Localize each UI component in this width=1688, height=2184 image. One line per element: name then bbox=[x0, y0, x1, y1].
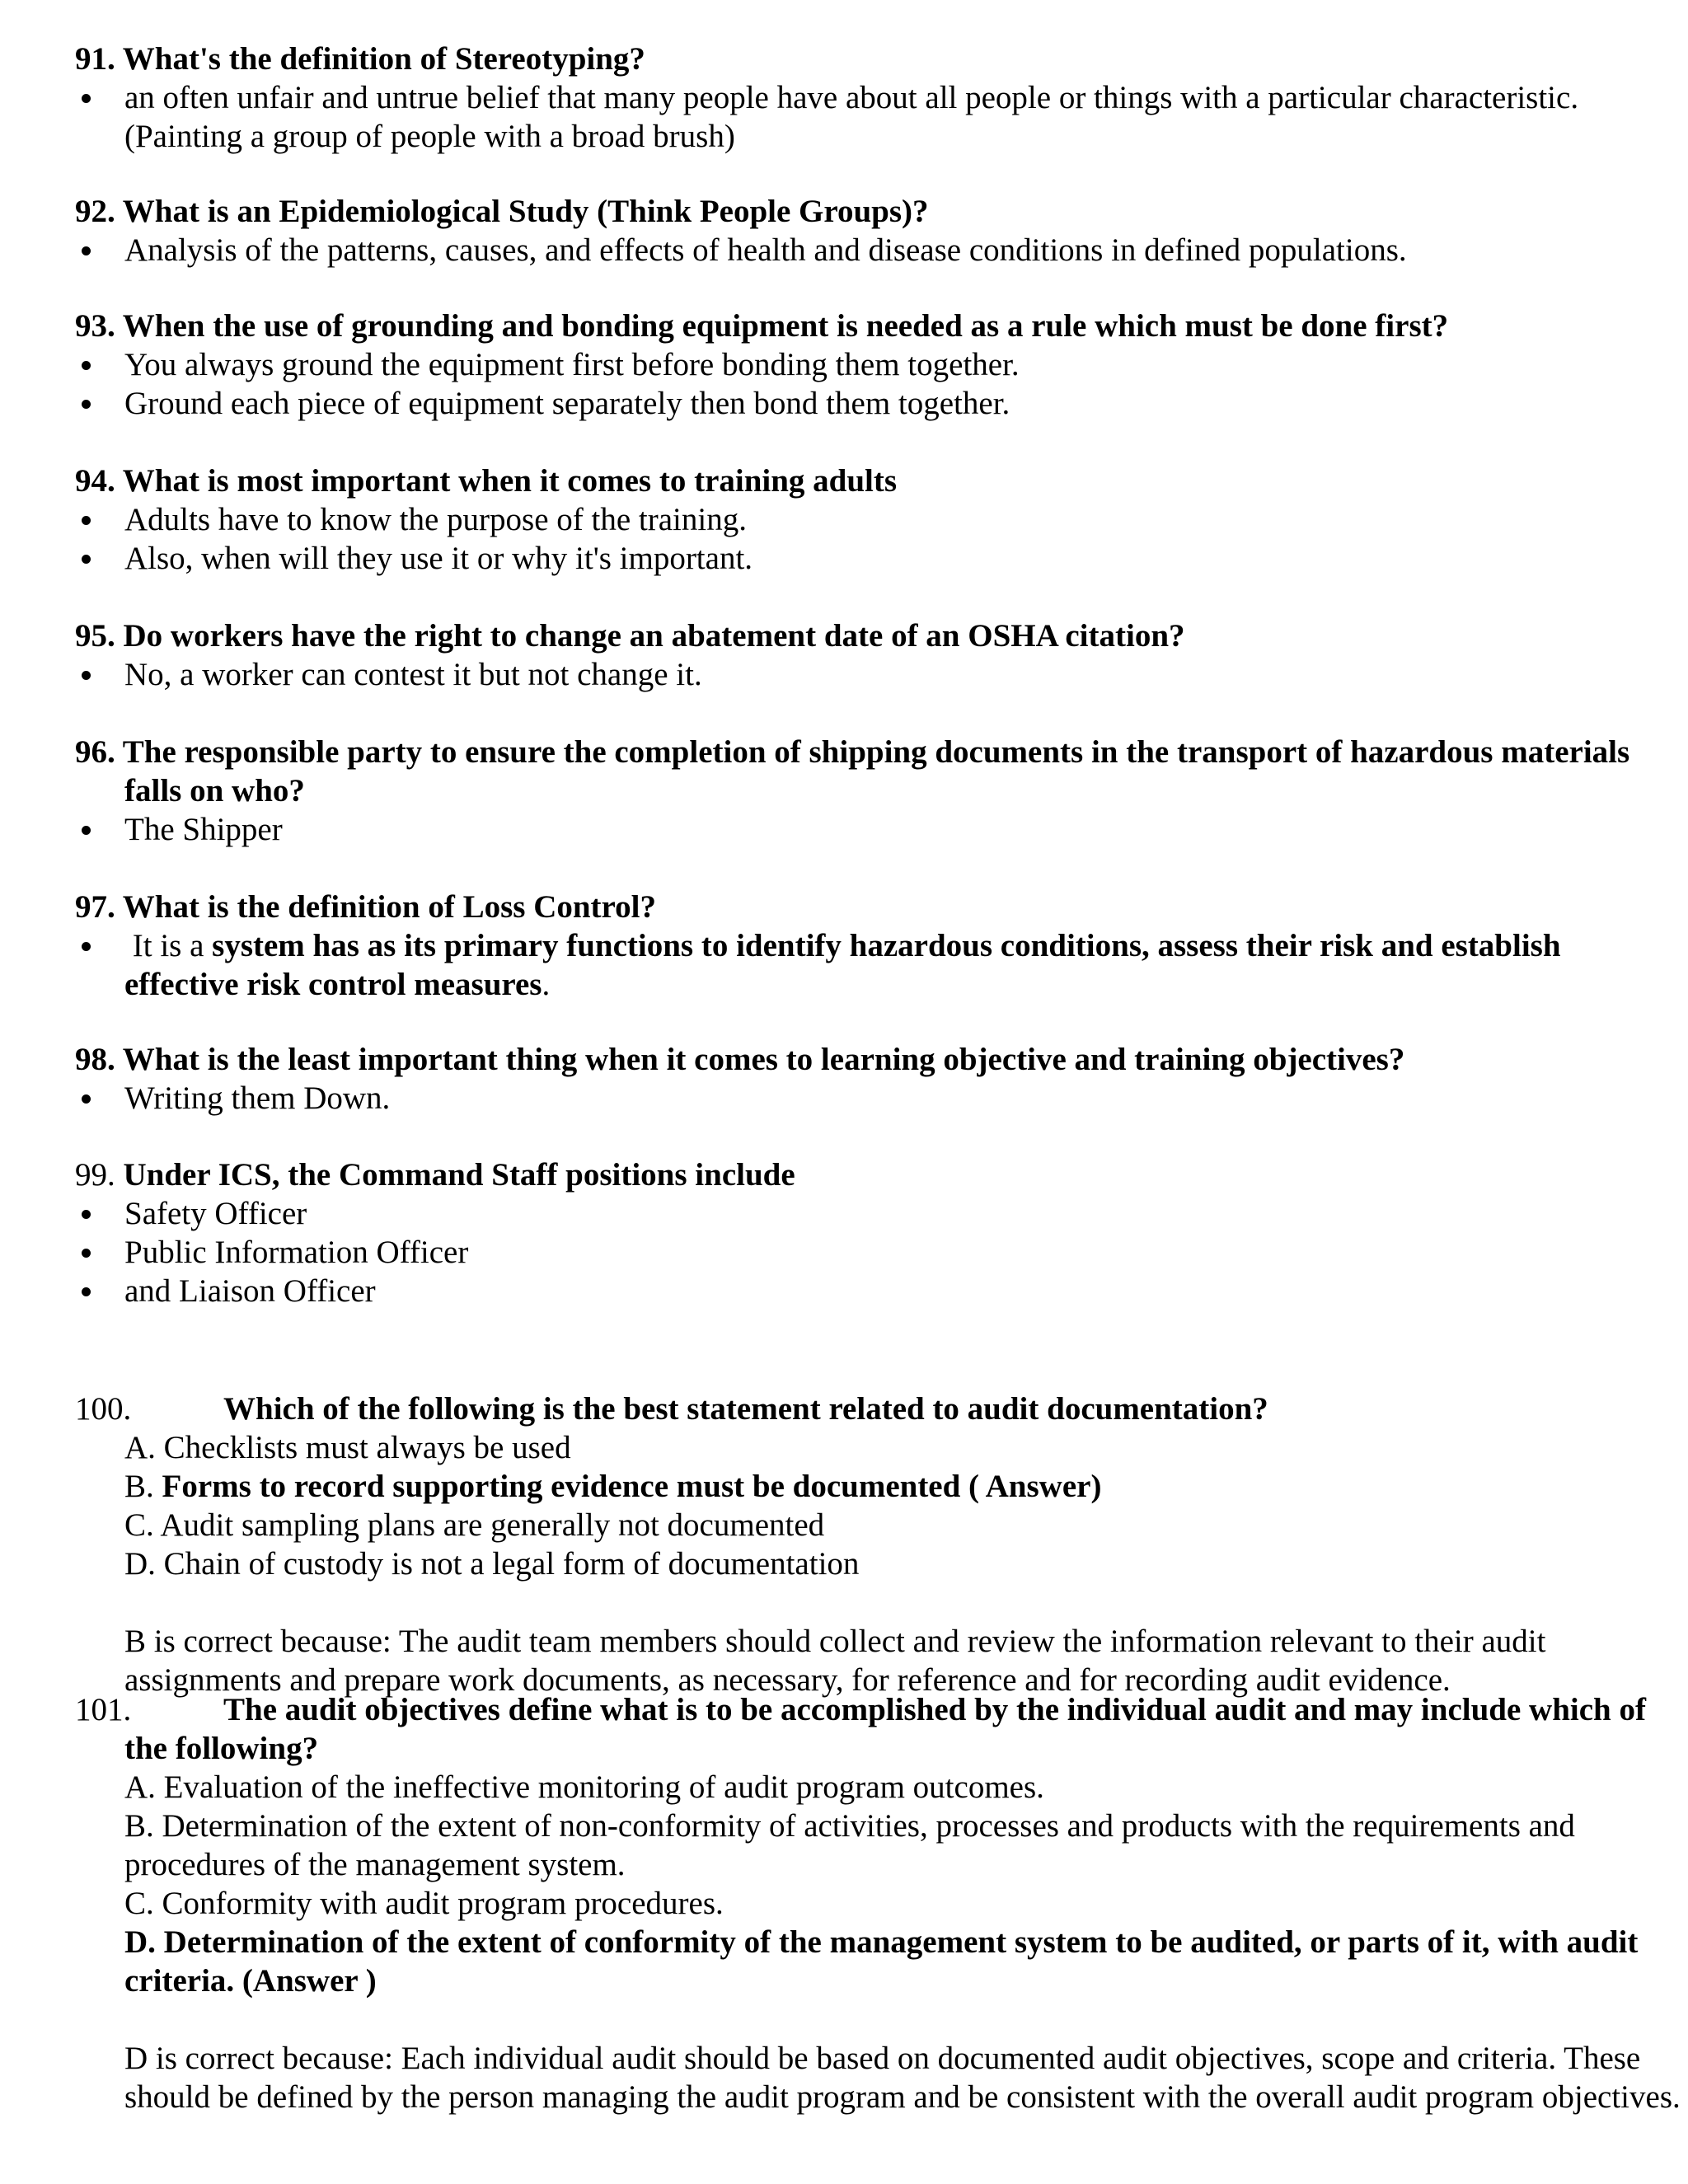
question-number: 98. bbox=[75, 1042, 115, 1077]
question-93-title bbox=[75, 307, 1666, 345]
answer-item: The Shipper bbox=[75, 810, 1666, 849]
option-b-text: Forms to record supporting evidence must be documented ( Answer) bbox=[162, 1469, 1102, 1504]
question-number: 101. bbox=[75, 1692, 132, 1727]
answer-item: You always ground the equipment first before bonding them together. bbox=[75, 345, 1666, 384]
option-d: D. Determination of the extent of conformity of the management system to be audited, or parts of it, with audit criteria. (Answer ) bbox=[124, 1924, 1639, 1999]
question-text: The audit objectives define what is to be accomplished by the individual audit and may include which of the following? bbox=[124, 1692, 1646, 1766]
answer-list bbox=[75, 500, 1666, 578]
question-text: What is the least important thing when it comes to learning objective and training objectives? bbox=[122, 1042, 1405, 1077]
answer-item: and Liaison Officer bbox=[75, 1272, 1666, 1310]
question-number: 94. bbox=[75, 463, 115, 499]
question-92 bbox=[75, 192, 1666, 269]
question-text: What is the definition of Loss Control? bbox=[122, 889, 656, 925]
question-number: 92. bbox=[75, 194, 115, 229]
question-text: What's the definition of Stereotyping? bbox=[122, 41, 645, 77]
question-100-title bbox=[75, 1390, 1666, 1428]
question-96 bbox=[75, 733, 1666, 849]
option-c: C. Audit sampling plans are generally not documented bbox=[124, 1507, 825, 1543]
answer-item: Adults have to know the purpose of the training. bbox=[75, 500, 1666, 539]
explanation: B is correct because: The audit team members should collect and review the information relevant to their audit assignments and prepare work documents, as necessary, for reference and for recording audit evidence. bbox=[124, 1624, 1546, 1698]
spacer bbox=[124, 2000, 1682, 2039]
question-91-title bbox=[75, 40, 1666, 78]
question-100 bbox=[75, 1390, 1666, 1699]
option-b bbox=[124, 1467, 1666, 1506]
answer-list bbox=[75, 78, 1666, 156]
option-b: B. Determination of the extent of non-conformity of activities, processes and products with the requirements and procedures of the management system. bbox=[124, 1808, 1575, 1882]
answer-list bbox=[75, 345, 1666, 423]
explanation: D is correct because: Each individual audit should be based on documented audit objectives, scope and criteria. These should be defined by the person managing the audit program and be consistent with the overall audit program objectives. bbox=[124, 2041, 1681, 2115]
answer-item: Writing them Down. bbox=[75, 1079, 1666, 1118]
answer-item: Public Information Officer bbox=[75, 1233, 1666, 1272]
option-b-prefix: B. bbox=[124, 1469, 162, 1504]
question-94 bbox=[75, 462, 1666, 578]
answer-item: Also, when will they use it or why it's important. bbox=[75, 539, 1666, 578]
answer-list bbox=[75, 810, 1666, 849]
answer-list bbox=[75, 926, 1666, 1004]
answer-bold-text: system has as its primary functions to identify hazardous conditions, assess their risk and establish effective risk control measures bbox=[124, 928, 1561, 1002]
option-c: C. Conformity with audit program procedures. bbox=[124, 1886, 724, 1921]
question-text: What is most important when it comes to training adults bbox=[122, 463, 898, 499]
question-number: 93. bbox=[75, 308, 115, 344]
question-number: 100. bbox=[75, 1391, 132, 1427]
question-text: When the use of grounding and bonding equipment is needed as a rule which must be done first? bbox=[122, 308, 1449, 344]
answer-prefix: It is a bbox=[124, 928, 213, 963]
answer-item: Safety Officer bbox=[75, 1194, 1666, 1233]
answer-item: Ground each piece of equipment separately then bond them together. bbox=[75, 384, 1666, 423]
answer-item: No, a worker can contest it but not change it. bbox=[75, 655, 1666, 694]
question-99 bbox=[75, 1155, 1666, 1310]
question-98 bbox=[75, 1040, 1666, 1118]
question-number: 91. bbox=[75, 41, 115, 77]
answer-item bbox=[75, 926, 1666, 1004]
question-number: 96. bbox=[75, 734, 115, 770]
question-text: The responsible party to ensure the completion of shipping documents in the transport of hazardous materials falls on who? bbox=[122, 734, 1630, 808]
answer-list bbox=[75, 1194, 1666, 1310]
question-101 bbox=[75, 1690, 1682, 2116]
answer-list bbox=[75, 231, 1666, 269]
question-number: 95. bbox=[75, 618, 115, 654]
question-97 bbox=[75, 888, 1666, 1004]
question-97-title bbox=[75, 888, 1666, 926]
question-number: 97. bbox=[75, 889, 115, 925]
question-98-title bbox=[75, 1040, 1666, 1079]
question-101-title bbox=[75, 1690, 1682, 1768]
answer-item: an often unfair and untrue belief that many people have about all people or things with a particular characteristic. (Painting a group of people with a broad brush) bbox=[75, 78, 1666, 156]
answer-list bbox=[75, 655, 1666, 694]
question-91 bbox=[75, 40, 1666, 156]
question-text: Which of the following is the best statement related to audit documentation? bbox=[223, 1391, 1268, 1427]
option-d: D. Chain of custody is not a legal form of documentation bbox=[124, 1546, 860, 1582]
question-95-title bbox=[75, 616, 1666, 655]
answer-suffix: . bbox=[542, 967, 551, 1002]
question-text: Do workers have the right to change an abatement date of an OSHA citation? bbox=[123, 618, 1185, 654]
answer-item: Analysis of the patterns, causes, and effects of health and disease conditions in defined populations. bbox=[75, 231, 1666, 269]
question-93 bbox=[75, 307, 1666, 423]
question-95 bbox=[75, 616, 1666, 694]
question-99-title bbox=[75, 1155, 1666, 1194]
question-text: What is an Epidemiological Study (Think People Groups)? bbox=[122, 194, 929, 229]
spacer bbox=[124, 1583, 1666, 1622]
question-96-title bbox=[75, 733, 1666, 810]
option-a: A. Evaluation of the ineffective monitoring of audit program outcomes. bbox=[124, 1769, 1044, 1805]
question-92-title bbox=[75, 192, 1666, 231]
question-number: 99. bbox=[75, 1157, 115, 1193]
option-a: A. Checklists must always be used bbox=[124, 1430, 571, 1465]
question-text: Under ICS, the Command Staff positions include bbox=[123, 1157, 795, 1193]
question-94-title bbox=[75, 462, 1666, 500]
answer-list bbox=[75, 1079, 1666, 1118]
